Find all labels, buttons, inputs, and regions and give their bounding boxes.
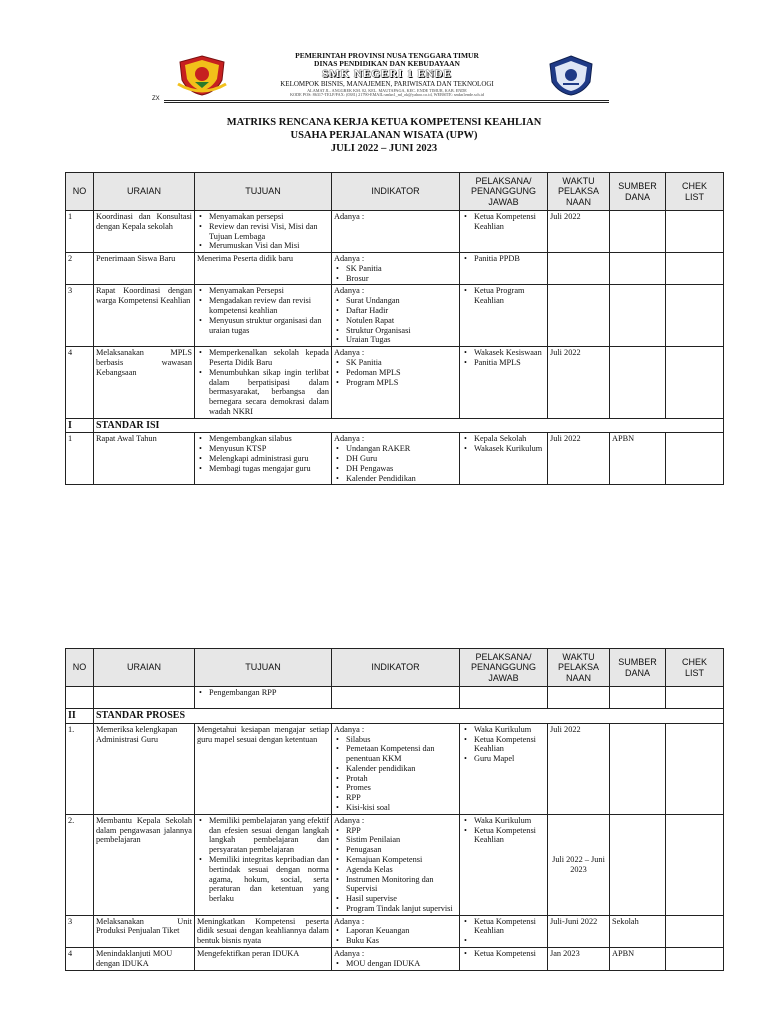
table-header-row bbox=[66, 173, 724, 211]
cell-uraian: Koordinasi dan Konsultasi dengan Kepala sekolah bbox=[94, 211, 195, 253]
list-item: • Membagi tugas mengajar guru bbox=[197, 464, 329, 474]
list-item: • Hasil supervise bbox=[334, 894, 457, 904]
list-item: • Waka Kurikulum bbox=[462, 816, 545, 826]
list-item: • Program Tindak lanjut supervisi bbox=[334, 904, 457, 914]
list-item: • Guru Mapel bbox=[462, 754, 545, 764]
list-item: • Ketua Program Keahlian bbox=[462, 286, 545, 306]
list-item: • Kalender pendidikan bbox=[334, 764, 457, 774]
section-number: II bbox=[66, 709, 94, 724]
section-number: I bbox=[66, 418, 94, 433]
cell-check bbox=[666, 723, 724, 814]
cell-check bbox=[666, 915, 724, 947]
cell-pelaksana bbox=[460, 915, 548, 947]
list-item: • Mengembangkan silabus bbox=[197, 434, 329, 444]
list-item: • Program MPLS bbox=[334, 378, 457, 388]
list-item: • Menyamakan persepsi bbox=[197, 212, 329, 222]
header-no: NO bbox=[66, 173, 94, 211]
list-item: • Mengadakan review dan revisi kompetensi keahlian bbox=[197, 296, 329, 316]
cell-no: 3 bbox=[66, 285, 94, 347]
list-item: • Menyusun KTSP bbox=[197, 444, 329, 454]
department-name: DINAS PENDIDIKAN DAN KEBUDAYAAN bbox=[314, 58, 460, 68]
letterhead-text bbox=[232, 52, 542, 97]
cell-uraian: Rapat Awal Tahun bbox=[94, 433, 195, 485]
document-title: MATRIKS RENCANA KERJA KETUA KOMPETENSI KEAHLIAN bbox=[226, 117, 542, 128]
list-item: • Panitia MPLS bbox=[462, 358, 545, 368]
table-row bbox=[66, 211, 724, 253]
cell-tujuan bbox=[195, 211, 332, 253]
header-waktu: WAKTU PELAKSA NAAN bbox=[548, 649, 610, 687]
list-item: • Agenda Kelas bbox=[334, 865, 457, 875]
cell-no: 1 bbox=[66, 211, 94, 253]
province-name: PEMERINTAH PROVINSI NUSA TENGGARA TIMUR bbox=[295, 51, 479, 60]
list-item: • SK Panitia bbox=[334, 264, 457, 274]
cell-uraian: Penerimaan Siswa Baru bbox=[94, 253, 195, 285]
document-subtitle: USAHA PERJALANAN WISATA (UPW) bbox=[290, 130, 478, 141]
cell-waktu: Juli 2022 bbox=[548, 723, 610, 814]
cell-no: 1. bbox=[66, 723, 94, 814]
cell-sumber bbox=[610, 723, 666, 814]
list-item: • Daftar Hadir bbox=[334, 306, 457, 316]
header-pelaksana: PELAKSANA/ PENANGGUNG JAWAB bbox=[460, 649, 548, 687]
list-item: • Ketua Kompetensi Keahlian bbox=[462, 826, 545, 846]
cell-no: 4 bbox=[66, 947, 94, 970]
header-pelaksana: PELAKSANA/ PENANGGUNG JAWAB bbox=[460, 173, 548, 211]
header-tujuan: TUJUAN bbox=[195, 649, 332, 687]
list-item: • SK Panitia bbox=[334, 358, 457, 368]
cell-waktu: Juli 2022 bbox=[548, 433, 610, 485]
cell-tujuan bbox=[195, 347, 332, 418]
list-item: • Struktur Organisasi bbox=[334, 326, 457, 336]
cell-uraian: Melaksanakan MPLS berbasis wawasan Kebangsaan bbox=[94, 347, 195, 418]
cell-uraian: Menindaklanjuti MOU dengan IDUKA bbox=[94, 947, 195, 970]
table-row bbox=[66, 285, 724, 347]
table-row bbox=[66, 947, 724, 970]
list-item: • Silabus bbox=[334, 735, 457, 745]
ntt-province-emblem-icon bbox=[176, 54, 228, 96]
cell-uraian bbox=[94, 687, 195, 709]
cell-check bbox=[666, 347, 724, 418]
list-item: • Melengkapi administrasi guru bbox=[197, 454, 329, 464]
header-sumber-dana: SUMBER DANA bbox=[610, 173, 666, 211]
cell-sumber bbox=[610, 814, 666, 915]
list-item: • Kalender Pendidikan bbox=[334, 474, 457, 484]
table-row bbox=[66, 687, 724, 709]
cell-indikator: Adanya : • SK Panitia • Pedoman MPLS • Program MPLS bbox=[332, 347, 460, 418]
cell-waktu bbox=[548, 285, 610, 347]
section-row-standar-proses bbox=[66, 709, 724, 724]
list-item: • Ketua Kompetensi bbox=[462, 949, 545, 959]
school-address: ALAMAT JL. ANGGREK KM. 02, KEL. MAUTAPAGA, KEC. ENDE TIMUR, KAB. ENDE bbox=[307, 87, 467, 93]
cell-waktu: Juli-Juni 2022 bbox=[548, 915, 610, 947]
list-item: • Wakasek Kurikulum bbox=[462, 444, 545, 454]
cell-check bbox=[666, 947, 724, 970]
cell-uraian: Melaksanakan Unit Produksi Penjualan Tiket bbox=[94, 915, 195, 947]
cell-check bbox=[666, 285, 724, 347]
header-tujuan: TUJUAN bbox=[195, 173, 332, 211]
list-item: • Penugasan bbox=[334, 845, 457, 855]
list-item: • Menyamakan Persepsi bbox=[197, 286, 329, 296]
cell-pelaksana bbox=[460, 211, 548, 253]
list-item: • Pedoman MPLS bbox=[334, 368, 457, 378]
list-item: • RPP bbox=[334, 793, 457, 803]
table-row bbox=[66, 814, 724, 915]
section-row-standar-isi bbox=[66, 418, 724, 433]
cell-no: 2. bbox=[66, 814, 94, 915]
cell-tujuan bbox=[195, 433, 332, 485]
cell-tujuan: Menerima Peserta didik baru bbox=[195, 253, 332, 285]
cell-indikator: Adanya : • MOU dengan IDUKA bbox=[332, 947, 460, 970]
list-item: • Brosur bbox=[334, 274, 457, 284]
school-emblem-icon bbox=[548, 54, 594, 96]
list-item: • DH Guru bbox=[334, 454, 457, 464]
cell-no bbox=[66, 687, 94, 709]
table-header-row bbox=[66, 649, 724, 687]
cell-pelaksana bbox=[460, 347, 548, 418]
cell-no: 2 bbox=[66, 253, 94, 285]
list-item: • Pengembangan RPP bbox=[197, 688, 329, 698]
list-item: • Ketua Kompetensi Keahlian bbox=[462, 917, 545, 937]
cell-tujuan bbox=[195, 285, 332, 347]
cell-tujuan: Mengefektifkan peran IDUKA bbox=[195, 947, 332, 970]
cell-indikator: Adanya : • Silabus • Pemetaan Kompetensi dan penentuan KKM • Kalender pendidikan • Protah • Promes • RPP • Kisi-kisi soal bbox=[332, 723, 460, 814]
cell-indikator: Adanya : • Laporan Keuangan • Buku Kas bbox=[332, 915, 460, 947]
list-item: • MOU dengan IDUKA bbox=[334, 959, 457, 969]
cell-check bbox=[666, 253, 724, 285]
cell-indikator: Adanya : bbox=[332, 211, 460, 253]
school-contact: KODE POS: 86317-TELP/FAX: (0381) 21790-EMAIL:smkn1_nd_ok@yahoo.co.id, WEBSITE: smkn1ende.sch.id bbox=[290, 92, 484, 98]
cell-pelaksana bbox=[460, 947, 548, 970]
cell-pelaksana bbox=[460, 433, 548, 485]
list-item: • DH Pengawas bbox=[334, 464, 457, 474]
list-item: • Menumbuhkan sikap ingin terlibat dalam berpatisipasi dalam bermasyarakat, berbangsa dan bernegara secara demokrasi dalam wadah NKRI bbox=[197, 368, 329, 417]
cell-pelaksana bbox=[460, 814, 548, 915]
cell-no: 4 bbox=[66, 347, 94, 418]
header-indikator: INDIKATOR bbox=[332, 649, 460, 687]
cell-pelaksana bbox=[460, 723, 548, 814]
document-period: JULI 2022 – JUNI 2023 bbox=[330, 143, 438, 154]
letterhead bbox=[150, 50, 624, 100]
header-indikator: INDIKATOR bbox=[332, 173, 460, 211]
table-row bbox=[66, 915, 724, 947]
cell-indikator: Adanya : • RPP • Sistim Penilaian • Penugasan • Kemajuan Kompetensi • Agenda Kelas • Instrumen Monitoring dan Supervisi • Hasil supervise • Program Tindak lanjut supervisi bbox=[332, 814, 460, 915]
cell-no: 3 bbox=[66, 915, 94, 947]
list-item: • Review dan revisi Visi, Misi dan Tujuan Lembaga bbox=[197, 222, 329, 242]
cell-waktu: Juli 2022 bbox=[548, 211, 610, 253]
cell-check bbox=[666, 814, 724, 915]
list-item: • Pemetaan Kompetensi dan penentuan KKM bbox=[334, 744, 457, 764]
table-row bbox=[66, 347, 724, 418]
list-item: • Laporan Keuangan bbox=[334, 926, 457, 936]
school-name: SMK NEGERI 1 ENDE bbox=[322, 67, 452, 80]
cell-check bbox=[666, 687, 724, 709]
list-item: • Memiliki integritas kepribadian dan bertindak sesuai dengan norma agama, hokum, social, serta peraturan dan ketentuan yang berlaku bbox=[197, 855, 329, 904]
list-item: • Uraian Tugas bbox=[334, 335, 457, 345]
cell-sumber: APBN bbox=[610, 433, 666, 485]
list-item: • Waka Kurikulum bbox=[462, 725, 545, 735]
list-item: • Panitia PPDB bbox=[462, 254, 545, 264]
letterhead-divider bbox=[164, 100, 609, 103]
list-item: • Merumuskan Visi dan Misi bbox=[197, 241, 329, 251]
cell-tujuan bbox=[195, 814, 332, 915]
cell-uraian: Rapat Koordinasi dengan warga Kompetensi Keahlian bbox=[94, 285, 195, 347]
cell-check bbox=[666, 211, 724, 253]
cell-pelaksana bbox=[460, 687, 548, 709]
cell-check bbox=[666, 433, 724, 485]
cell-waktu bbox=[548, 687, 610, 709]
cell-indikator: Adanya : • Surat Undangan • Daftar Hadir • Notulen Rapat • Struktur Organisasi • Uraian Tugas bbox=[332, 285, 460, 347]
cell-waktu: Juli 2022 bbox=[548, 347, 610, 418]
cell-tujuan bbox=[195, 687, 332, 709]
cell-indikator bbox=[332, 687, 460, 709]
cell-tujuan: Mengetahui kesiapan mengajar setiap guru mapel sesuai dengan ketentuan bbox=[195, 723, 332, 814]
header-sumber-dana: SUMBER DANA bbox=[610, 649, 666, 687]
list-item: • Sistim Penilaian bbox=[334, 835, 457, 845]
list-item: • Kepala Sekolah bbox=[462, 434, 545, 444]
list-item: • Memiliki pembelajaran yang efektif dan efesien sesuai dengan langkah langkah pembelajaran dan persyaratan pembelajaran bbox=[197, 816, 329, 855]
work-plan-table-2 bbox=[65, 648, 724, 971]
cell-uraian: Memeriksa kelengkapan Administrasi Guru bbox=[94, 723, 195, 814]
list-item: • Notulen Rapat bbox=[334, 316, 457, 326]
cell-pelaksana bbox=[460, 253, 548, 285]
cell-uraian: Membantu Kepala Sekolah dalam pengawasan jalannya pembelajaran bbox=[94, 814, 195, 915]
cell-waktu: Jan 2023 bbox=[548, 947, 610, 970]
table-row bbox=[66, 253, 724, 285]
header-uraian: URAIAN bbox=[94, 173, 195, 211]
cell-indikator: Adanya : • Undangan RAKER • DH Guru • DH Pengawas • Kalender Pendidikan bbox=[332, 433, 460, 485]
header-waktu: WAKTU PELAKSA NAAN bbox=[548, 173, 610, 211]
list-item: • Undangan RAKER bbox=[334, 444, 457, 454]
header-chek-list: CHEK LIST bbox=[666, 649, 724, 687]
school-fields: KELOMPOK BISNIS, MANAJEMEN, PARIWISATA DAN TEKNOLOGI bbox=[280, 80, 494, 89]
cell-sumber bbox=[610, 687, 666, 709]
cell-waktu bbox=[548, 253, 610, 285]
section-title: STANDAR ISI bbox=[94, 418, 724, 433]
list-item: • RPP bbox=[334, 826, 457, 836]
list-item: • Surat Undangan bbox=[334, 296, 457, 306]
cell-indikator: Adanya : • SK Panitia • Brosur bbox=[332, 253, 460, 285]
list-item: • Ketua Kompetensi Keahlian bbox=[462, 212, 545, 232]
cell-waktu: Juli 2022 – Juni 2023 bbox=[548, 814, 610, 915]
cell-sumber bbox=[610, 253, 666, 285]
cell-sumber: Sekolah bbox=[610, 915, 666, 947]
section-title: STANDAR PROSES bbox=[94, 709, 724, 724]
header-chek-list: CHEK LIST bbox=[666, 173, 724, 211]
list-item: • Wakasek Kesiswaan bbox=[462, 348, 545, 358]
cell-sumber bbox=[610, 211, 666, 253]
list-item: • Memperkenalkan sekolah kepada Peserta Didik Baru bbox=[197, 348, 329, 368]
cell-sumber bbox=[610, 347, 666, 418]
list-item: • Protah bbox=[334, 774, 457, 784]
work-plan-table-1 bbox=[65, 172, 724, 485]
list-item: • Kemajuan Kompetensi bbox=[334, 855, 457, 865]
table-row bbox=[66, 433, 724, 485]
list-item: • Menyusun struktur organisasi dan uraian tugas bbox=[197, 316, 329, 336]
header-uraian: URAIAN bbox=[94, 649, 195, 687]
cell-pelaksana bbox=[460, 285, 548, 347]
list-item: • Instrumen Monitoring dan Supervisi bbox=[334, 875, 457, 895]
list-item: • Buku Kas bbox=[334, 936, 457, 946]
table-row bbox=[66, 723, 724, 814]
list-item: • Promes bbox=[334, 783, 457, 793]
cell-no: 1 bbox=[66, 433, 94, 485]
cell-tujuan: Meningkatkan Kompetensi peserta didik sesuai dengan keahliannya dalam bentuk bisnis nyata bbox=[195, 915, 332, 947]
zx-mark: ZX bbox=[152, 96, 160, 102]
list-item: • Kisi-kisi soal bbox=[334, 803, 457, 813]
header-no: NO bbox=[66, 649, 94, 687]
list-item: • Ketua Kompetensi Keahlian bbox=[462, 735, 545, 755]
cell-sumber: APBN bbox=[610, 947, 666, 970]
cell-sumber bbox=[610, 285, 666, 347]
